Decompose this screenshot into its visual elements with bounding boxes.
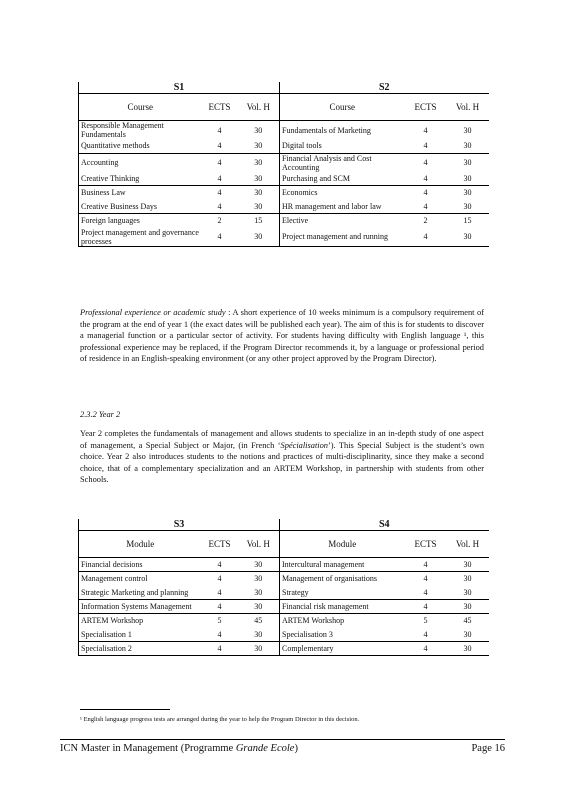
ects-cell: 4 [202, 572, 238, 586]
course-cell: Management control [79, 572, 202, 586]
course-cell: Specialisation 1 [79, 628, 202, 642]
ects-cell: 4 [423, 173, 428, 183]
ects-cell: 5 [405, 614, 447, 628]
table-row [79, 186, 489, 200]
paragraph-lead: Professional experience or academic study [80, 308, 226, 317]
footer-divider [60, 739, 505, 740]
ects-cell: 4 [217, 629, 222, 639]
ects-column-header: ECTS [202, 531, 238, 558]
professional-experience-paragraph [80, 307, 484, 365]
course-cell: Management of organisations [280, 572, 405, 586]
course-cell: Intercultural management [282, 560, 365, 569]
table-row [79, 139, 489, 153]
paragraph-text-b: ’). This Special Subject is the student’s own choice. Year 2 also introduces students to the notions and practices of multi-disciplinarity, since they make a second choice, that of a complementary specialization and an ARTEM Workshop, in partnership with students from other Schools. [80, 440, 485, 484]
course-cell: ARTEM Workshop [79, 614, 202, 628]
ects-cell: 4 [202, 600, 238, 614]
ects-cell: 4 [405, 600, 447, 614]
year-2-paragraph [80, 428, 484, 486]
table-row [79, 214, 489, 228]
table-row [79, 600, 489, 614]
volume-hours-cell: 30 [463, 587, 472, 597]
volume-hours-cell: 30 [238, 153, 280, 172]
course-cell: Project management and running [280, 228, 405, 247]
paragraph-body: : A short experience of 10 weeks minimum is a compulsory requirement of the program at the end of year 1 (the exact dates will be published each year). The aim of this is for students to discover a managerial function or a particular sector of activity. For students having difficulty with English language ¹, this professional experience may be replaced, if the Program Director recommends it, by a language or professional period of residence in an English-speaking environment (or any other project approved by the Program Director). [80, 308, 485, 363]
course-cell: Strategic Marketing and planning [79, 586, 202, 600]
ects-column-header: ECTS [202, 94, 238, 121]
volume-hours-cell: 30 [238, 572, 280, 586]
table-row [79, 558, 489, 572]
table-row [79, 628, 489, 642]
course-cell: Information Systems Management [79, 600, 202, 614]
course-cell: Strategy [282, 587, 309, 597]
table-row [79, 200, 489, 214]
ects-cell: 4 [405, 121, 447, 140]
ects-cell: 4 [202, 186, 238, 200]
footnote: ¹ English language progress tests are arranged during the year to help the Program Director in this decision. [80, 716, 360, 723]
course-column-header: Course [280, 94, 405, 121]
volume-hours-cell: 30 [463, 201, 472, 211]
volume-hours-column-header: Vol. H [447, 531, 489, 558]
volume-hours-cell: 30 [447, 600, 489, 614]
table-body [79, 121, 489, 247]
module-column-header: Module [280, 531, 405, 558]
ects-cell: 2 [202, 214, 238, 228]
course-cell: Financial Analysis and Cost Accounting [280, 153, 405, 172]
table-row [79, 572, 489, 586]
ects-cell: 4 [423, 629, 428, 639]
ects-cell: 4 [217, 173, 222, 183]
course-cell: Creative Thinking [79, 172, 202, 186]
table-body [79, 558, 489, 656]
paragraph-text-a: Year 2 completes the fundamentals of management and allows students to specialize in an in-depth study of one aspect of management, a Special Subject or Major, (in French ‘ [80, 429, 484, 450]
ects-cell: 4 [217, 141, 222, 151]
ects-cell: 4 [423, 560, 428, 569]
volume-hours-cell: 30 [238, 200, 280, 214]
volume-hours-column-header: Vol. H [238, 531, 280, 558]
semester-s3-heading: S3 [79, 519, 280, 531]
module-column-header: Module [79, 531, 202, 558]
ects-cell: 4 [405, 186, 447, 200]
volume-hours-cell: 30 [463, 173, 472, 183]
ects-cell: 4 [202, 228, 238, 247]
ects-cell: 4 [423, 201, 428, 211]
volume-hours-column-header: Vol. H [238, 94, 280, 121]
course-cell: Complementary [280, 642, 405, 656]
semester-1-2-course-table [78, 82, 489, 247]
table-row [79, 586, 489, 600]
ects-cell: 4 [202, 642, 238, 656]
ects-cell: 4 [405, 642, 447, 656]
table-row [79, 121, 489, 140]
course-cell: Purchasing and SCM [282, 173, 350, 183]
footer-title [60, 743, 298, 754]
course-cell: Accounting [79, 153, 202, 172]
page-number: Page 16 [471, 743, 505, 754]
volume-hours-cell: 30 [238, 172, 280, 186]
page-footer [60, 743, 505, 754]
semester-3-4-module-table [78, 519, 489, 656]
course-cell: Responsible Management Fundamentals [79, 121, 202, 140]
volume-hours-cell: 30 [238, 600, 280, 614]
ects-column-header: ECTS [405, 94, 447, 121]
volume-hours-cell: 30 [238, 121, 280, 140]
table-row [79, 228, 489, 247]
course-cell: Project management and governance processes [79, 228, 202, 247]
course-cell: Elective [280, 214, 405, 228]
course-cell: Financial risk management [280, 600, 405, 614]
table-row [79, 614, 489, 628]
course-cell: Specialisation 2 [79, 642, 202, 656]
semester-s1-heading: S1 [79, 82, 280, 94]
course-cell: Quantitative methods [79, 139, 202, 153]
footer-title-italic: Grande Ecole [235, 743, 295, 754]
ects-cell: 4 [405, 228, 447, 247]
volume-hours-cell: 30 [238, 139, 280, 153]
footnote-divider [80, 709, 170, 710]
ects-cell: 4 [202, 153, 238, 172]
volume-hours-cell: 15 [238, 214, 280, 228]
course-cell: Creative Business Days [79, 200, 202, 214]
volume-hours-column-header: Vol. H [447, 94, 489, 121]
ects-cell: 4 [423, 141, 428, 151]
volume-hours-cell: 30 [447, 121, 489, 140]
course-cell: Fundamentals of Marketing [280, 121, 405, 140]
footer-title-part: ICN Master in Management (Programme [60, 743, 236, 754]
volume-hours-cell: 30 [238, 628, 280, 642]
course-cell: Economics [280, 186, 405, 200]
semester-s2-heading: S2 [280, 82, 489, 94]
volume-hours-cell: 30 [463, 560, 472, 569]
table-row [79, 153, 489, 172]
section-heading-year-2: 2.3.2 Year 2 [80, 410, 121, 419]
course-cell: Financial decisions [79, 558, 202, 572]
semester-s4-heading: S4 [280, 519, 489, 531]
ects-cell: 4 [405, 153, 447, 172]
ects-column-header: ECTS [405, 531, 447, 558]
volume-hours-cell: 30 [447, 228, 489, 247]
volume-hours-cell: 30 [463, 629, 472, 639]
volume-hours-cell: 30 [447, 186, 489, 200]
volume-hours-cell: 30 [238, 228, 280, 247]
volume-hours-cell: 30 [447, 572, 489, 586]
ects-cell: 4 [202, 121, 238, 140]
ects-cell: 4 [217, 201, 222, 211]
volume-hours-cell: 30 [447, 153, 489, 172]
course-cell: Foreign languages [79, 214, 202, 228]
volume-hours-cell: 30 [463, 141, 472, 151]
ects-cell: 4 [423, 587, 428, 597]
volume-hours-cell: 30 [238, 186, 280, 200]
volume-hours-cell: 30 [238, 642, 280, 656]
course-cell: HR management and labor law [282, 201, 382, 211]
paragraph-term: Spécialisation [280, 440, 328, 450]
footer-title-part: ) [294, 743, 298, 754]
ects-cell: 5 [202, 614, 238, 628]
volume-hours-cell: 45 [447, 614, 489, 628]
table-row [79, 172, 489, 186]
volume-hours-cell: 30 [447, 642, 489, 656]
volume-hours-cell: 15 [447, 214, 489, 228]
ects-cell: 2 [405, 214, 447, 228]
volume-hours-cell: 30 [238, 558, 280, 572]
course-cell: Business Law [79, 186, 202, 200]
course-cell: Digital tools [282, 141, 322, 151]
ects-cell: 4 [217, 587, 222, 597]
volume-hours-cell: 30 [238, 586, 280, 600]
volume-hours-cell: 45 [238, 614, 280, 628]
course-cell: ARTEM Workshop [280, 614, 405, 628]
table-row [79, 642, 489, 656]
course-cell: Specialisation 3 [282, 629, 333, 639]
course-column-header: Course [79, 94, 202, 121]
ects-cell: 4 [405, 572, 447, 586]
ects-cell: 4 [217, 560, 222, 569]
